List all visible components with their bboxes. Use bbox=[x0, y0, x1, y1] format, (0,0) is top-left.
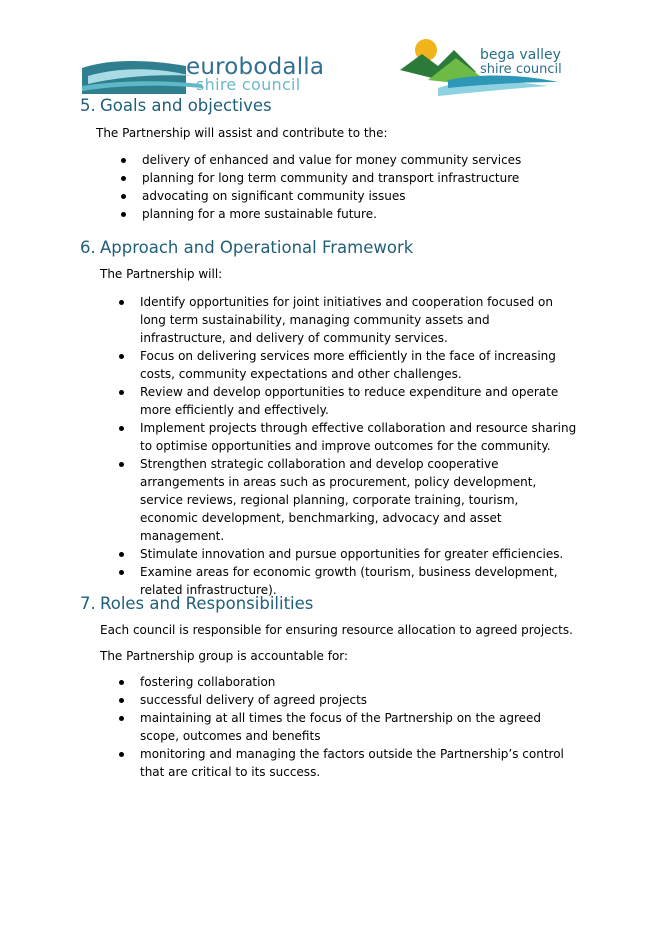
eurobodalla-logo-subtitle: shire council bbox=[196, 75, 301, 94]
bega-valley-logo-name: bega valley bbox=[480, 47, 561, 63]
list-item: Implement projects through effective collaboration and resource sharing to optimise opportunities and improve outcomes for the community. bbox=[116, 419, 578, 455]
list-item: Identify opportunities for joint initiatives and cooperation focused on long term sustainability, managing community assets and infrastructure, and delivery of community services. bbox=[116, 293, 578, 347]
section-6-list bbox=[116, 293, 578, 599]
section-6-title: Approach and Operational Framework bbox=[100, 238, 414, 257]
list-item: fostering collaboration bbox=[116, 673, 578, 691]
section-5-intro: The Partnership will assist and contribute to the: bbox=[96, 126, 388, 140]
list-item: delivery of enhanced and value for money community services bbox=[118, 151, 558, 169]
section-6-intro: The Partnership will: bbox=[100, 267, 223, 281]
section-6-number: 6. bbox=[80, 238, 96, 257]
eurobodalla-logo-name: eurobodalla bbox=[186, 54, 325, 80]
section-7-intro-2: The Partnership group is accountable for: bbox=[100, 649, 349, 663]
section-5-title: Goals and objectives bbox=[100, 96, 272, 115]
section-7-title: Roles and Responsibilities bbox=[100, 594, 314, 613]
section-6-heading bbox=[80, 240, 413, 257]
section-5-heading bbox=[80, 98, 272, 115]
section-7-list bbox=[116, 673, 578, 781]
section-5-number: 5. bbox=[80, 96, 96, 115]
bega-valley-logo-subtitle: shire council bbox=[480, 62, 562, 77]
list-item: monitoring and managing the factors outside the Partnership’s control that are critical to its success. bbox=[116, 745, 578, 781]
section-5-list bbox=[118, 151, 558, 223]
section-7-number: 7. bbox=[80, 594, 96, 613]
list-item: maintaining at all times the focus of the Partnership on the agreed scope, outcomes and benefits bbox=[116, 709, 578, 745]
list-item: Strengthen strategic collaboration and develop cooperative arrangements in areas such as procurement, policy development, service reviews, regional planning, corporate training, tourism, economic development, benchmarking, advocacy and asset management. bbox=[116, 455, 578, 545]
list-item: Focus on delivering services more efficiently in the face of increasing costs, community expectations and other challenges. bbox=[116, 347, 578, 383]
list-item: advocating on significant community issues bbox=[118, 187, 558, 205]
list-item: Examine areas for economic growth (tourism, business development, related infrastructure). bbox=[116, 563, 578, 599]
list-item: Review and develop opportunities to reduce expenditure and operate more efficiently and effectively. bbox=[116, 383, 578, 419]
list-item: successful delivery of agreed projects bbox=[116, 691, 578, 709]
list-item: planning for a more sustainable future. bbox=[118, 205, 558, 223]
list-item: Stimulate innovation and pursue opportunities for greater efficiencies. bbox=[116, 545, 578, 563]
section-7-heading bbox=[80, 596, 313, 613]
section-7-intro-1: Each council is responsible for ensuring resource allocation to agreed projects. bbox=[100, 623, 573, 637]
list-item: planning for long term community and transport infrastructure bbox=[118, 169, 558, 187]
